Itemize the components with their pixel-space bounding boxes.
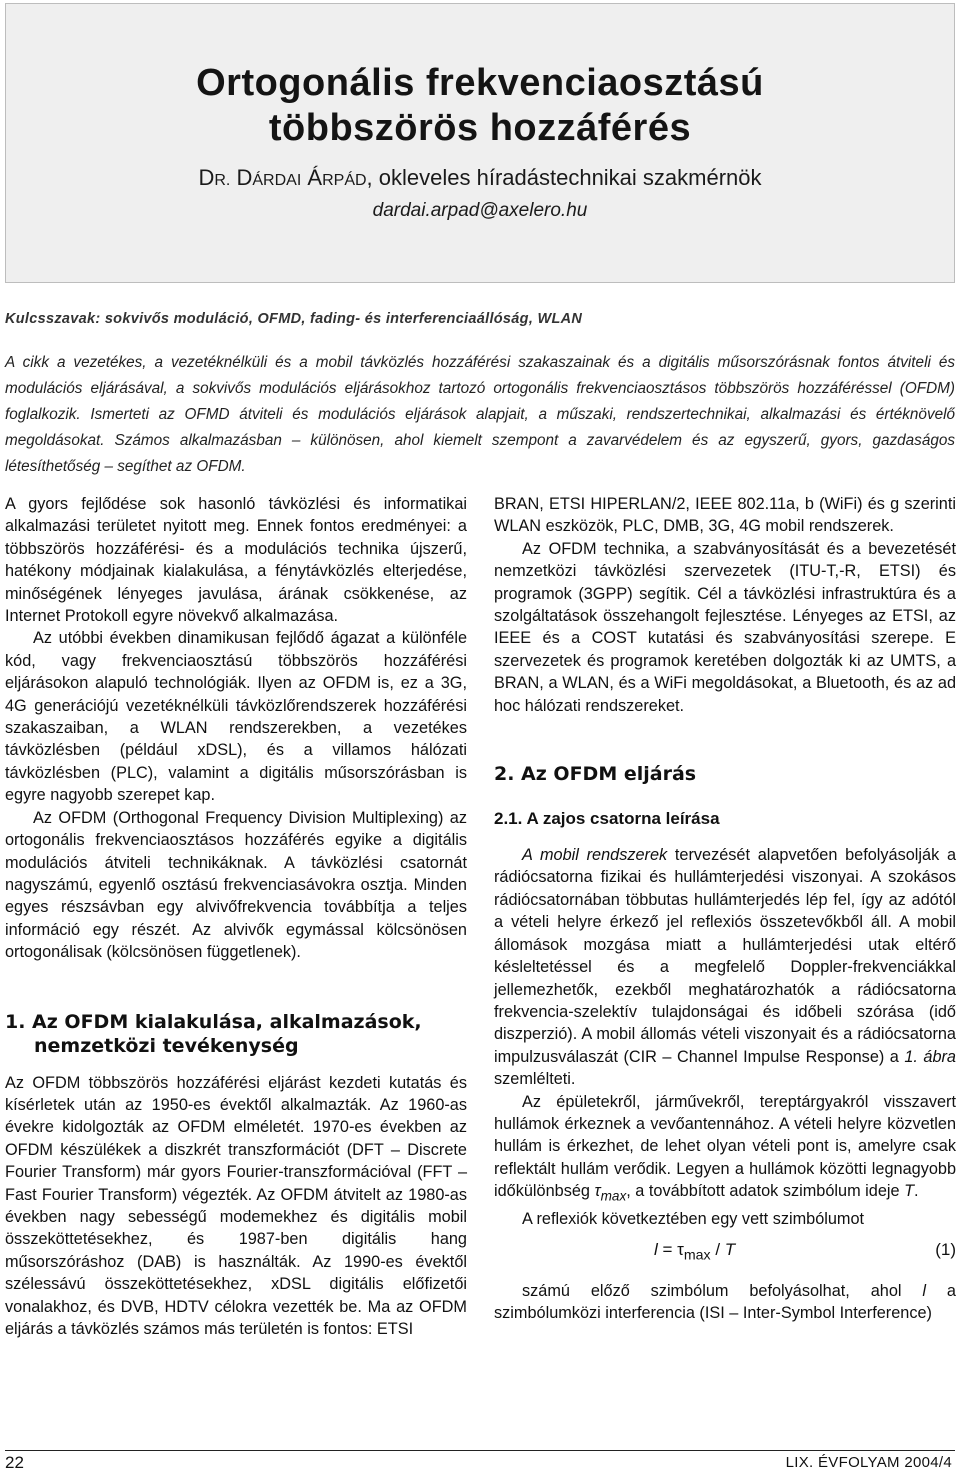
left-column xyxy=(5,493,467,1340)
author-dr-initial: D xyxy=(198,165,215,190)
author-family-rest: RPÁD xyxy=(322,172,367,189)
author-family-initial: Á xyxy=(307,165,323,190)
right-paragraph-4-text-c: . xyxy=(914,1182,919,1201)
section-2-heading: 2. Az OFDM eljárás xyxy=(494,763,697,786)
equation-sub: max xyxy=(683,1247,711,1264)
equation-T: T xyxy=(724,1240,736,1260)
mobile-systems-emphasis: A mobil rendszerek xyxy=(522,846,668,865)
author-suffix: , okleveles híradástechnikai szakmérnök xyxy=(366,165,762,190)
author-email: dardai.arpad@axelero.hu xyxy=(372,200,588,221)
author-given-rest: ÁRDAI xyxy=(252,172,302,189)
right-paragraph-4-text-b: , a továbbított adatok szimbólum ideje xyxy=(626,1182,905,1201)
right-paragraph-3 xyxy=(494,844,956,1090)
symbol-time-T: T xyxy=(904,1182,915,1201)
left-paragraph-2: Az utóbbi években dinamikusan fejlődő ágazat a különféle kód, vagy frekvenciaosztású többszörös hozzáférési eljárásokon alapuló technológiák. Ilyen az OFDM is, ez a 3G, 4G generációjú vezetéknélküli távközlőrendszerek hozzáférési szakaszaiban, a WLAN rendszerekben, a vezetékes távközlésben (például xDSL), és a villamos hálózati távközlésben (PLC), valamint a digitális műsorszórásban is egyre nagyobb szerepet kap. xyxy=(5,629,467,805)
author-dr-rest: R. xyxy=(214,172,231,189)
equation-number: (1) xyxy=(935,1240,956,1260)
figure-reference[interactable]: 1. ábra xyxy=(904,1047,956,1066)
equation-divide: / xyxy=(710,1240,725,1260)
author-given-initial: D xyxy=(236,165,253,190)
right-paragraph-6 xyxy=(494,1280,956,1325)
article-title-line1: Ortogonális frekvenciaosztású xyxy=(196,62,764,104)
left-paragraph-4: Az OFDM többszörös hozzáférési eljárást kezdeti kutatás és kísérletek után az 1950-es évektől alkalmazták. Az 1960-as évekre kidolgozták az OFDM elméletét. 1970-es években az OFDM készülékek a diszkrét transzformációt (DFT – Discrete Fourier Transform) már gyors Fourier-transzformációval (FFT – Fast Fourier Transform) végezték. Az OFDM átvitelt az 1980-as években nagy sebességű modemekhez és digitális mobil összeköttetésekhez, és 1987-ben digitális hang műsorszóráshoz (DAB) is használták. Az 1990-es évektől szélessávú összeköttetésekhez, xDSL digitális előfizetői vonalakhoz, és DVB, HDTV célokra vezették be. Ma az OFDM eljárás a távközlés számos más területén is fontos: ETSI xyxy=(5,1073,467,1338)
right-paragraph-3-end: szemlélteti. xyxy=(494,1070,576,1089)
equation-equals-tau: = τ xyxy=(657,1240,684,1260)
tau-subscript: max xyxy=(600,1188,627,1204)
section-1-heading-line2: nemzetközi tevékenység xyxy=(34,1034,299,1057)
right-paragraph-2: Az OFDM technika, a szabványosítását és a bevezetését nemzetközi távközlési szervezetek (ITU-T,-R, ETSI) és programok (3GPP) segítik. Cél a távközlési infrastruktúra és a szolgáltatások összehangolt fejlesztése. Lényeges az ETSI, az IEEE és a COST kutatási és szabványosítási szerepe. E szervezetek és programok keretében dolgozták ki az UMTS, a BRAN, a WLAN, és a WiFi megoldásokat, a Bluetooth, és az ad hoc hálózati rendszereket. xyxy=(494,539,956,715)
right-paragraph-5: A reflexiók következtében egy vett szimbólumot xyxy=(522,1209,865,1228)
journal-issue: LIX. ÉVFOLYAM 2004/4 xyxy=(785,1454,952,1471)
equation-body xyxy=(654,1238,735,1267)
footer-rule xyxy=(5,1450,955,1451)
keywords: Kulcsszavak: sokvivős moduláció, OFMD, fading- és interferenciaállóság, WLAN xyxy=(5,311,583,327)
equation-1 xyxy=(494,1238,956,1267)
section-2-1-heading: 2.1. A zajos csatorna leírása xyxy=(494,809,720,829)
left-paragraph-3: Az OFDM (Orthogonal Frequency Division Multiplexing) az ortogonális frekvenciaosztásos hozzáférés egyike a digitális modulációs átviteli technikáknak. A távközlési csatornát nagyszámú, egyenlő osztású frekvenciasávokra osztja. Minden egyes részsávban egy alvivőfrekvencia továbbítja a teljes információ egy részét. Az alvivők egymással kölcsönösen ortogonálisak (kölcsönösen függetlenek). xyxy=(5,808,467,962)
right-paragraph-6-text-b: a szimbólumközi interferencia (ISI – Inter-Symbol Interference) xyxy=(494,1281,956,1323)
symbol-l: l xyxy=(922,1281,927,1300)
page-footer xyxy=(0,1450,960,1475)
right-paragraph-1: BRAN, ETSI HIPERLAN/2, IEEE 802.11a, b (WiFi) és g szerinti WLAN eszközök, PLC, DMB, 3G, 4G mobil rendszerek. xyxy=(494,495,956,536)
right-paragraph-3-text: tervezését alapvetően befolyásolják a rádiócsatorna fizikai és hullámterjedési viszonyai. A szokásos rádiócsatornában többutas hullámterjedés lép fel, így az adótól a vételi helyre érkező jel reflexiós összetevőkből áll. A mobil állomások mozgása miatt a hullámterjedési utak eltérő késleltetéssel és a megfelelő Doppler-frekvenciákkal jellemezhetők, ezekből meghatározhatók a rádiócsatorna frekvencia-szelektív tulajdonságai és időbeli szórása (idő diszperzió). A mobil állomás vételi viszonyait és a rádiócsatorna impulzusválaszát (CIR – Channel Impulse Response) a xyxy=(494,846,956,1066)
tau-symbol: τ xyxy=(594,1182,601,1201)
equation-l: l xyxy=(654,1240,658,1260)
section-1-heading xyxy=(5,1010,467,1058)
right-column xyxy=(494,493,956,1324)
right-paragraph-6-text-a: számú előző szimbólum befolyásolhat, ahol xyxy=(522,1281,923,1300)
article-title-line2: többszörös hozzáférés xyxy=(268,107,692,149)
section-1-heading-line1: 1. Az OFDM kialakulása, alkalmazások, xyxy=(5,1010,422,1033)
abstract: A cikk a vezetékes, a vezetéknélküli és a mobil távközlés hozzáférési szakaszainak és a digitális műsorszórásnak fontos átviteli és modulációs eljárásával, a sokvivős modulációs eljárásokhoz tartozó ortogonális frekvenciaosztásos többszörös hozzáféréssel (OFDM) foglalkozik. Ismerteti az OFMD átviteli és modulációs eljárások alapjait, a műszaki, rendszertechnikai, alkalmazási és értéknövelő megoldásokat. Számos alkalmazásban – különösen, ahol kiemelt szempont a zavarvédelem és az egyszerű, gyors, gazdaságos létesíthetőség – segíthet az OFDM. xyxy=(5,354,955,475)
right-paragraph-4 xyxy=(494,1091,956,1208)
page-number: 22 xyxy=(5,1453,24,1472)
left-paragraph-1: A gyors fejlődése sok hasonló távközlési és informatikai alkalmazási területet nyitott meg. Ennek fontos eredményei: a többszörös hozzáférési- és a modulációs technika újszerű, hatékony módjainak kialakulása, a fénytávközlés elterjedése, minőségének lényeges javulása, árának csökkenése, az Internet Protokoll egyre növekvő alkalmazása. xyxy=(5,495,467,626)
right-paragraph-4-text-a: Az épületekről, járművekről, tereptárgyakról visszavert hullámok érkeznek a vevőantennához. A vételi helyre közvetlen hullám is érkezhet, de lehet olyan vételi pont is, amelyre csak reflektált hullám verődik. Legyen a hullámok közötti legnagyobb időkülönbség xyxy=(494,1092,956,1201)
author-line xyxy=(0,165,960,191)
